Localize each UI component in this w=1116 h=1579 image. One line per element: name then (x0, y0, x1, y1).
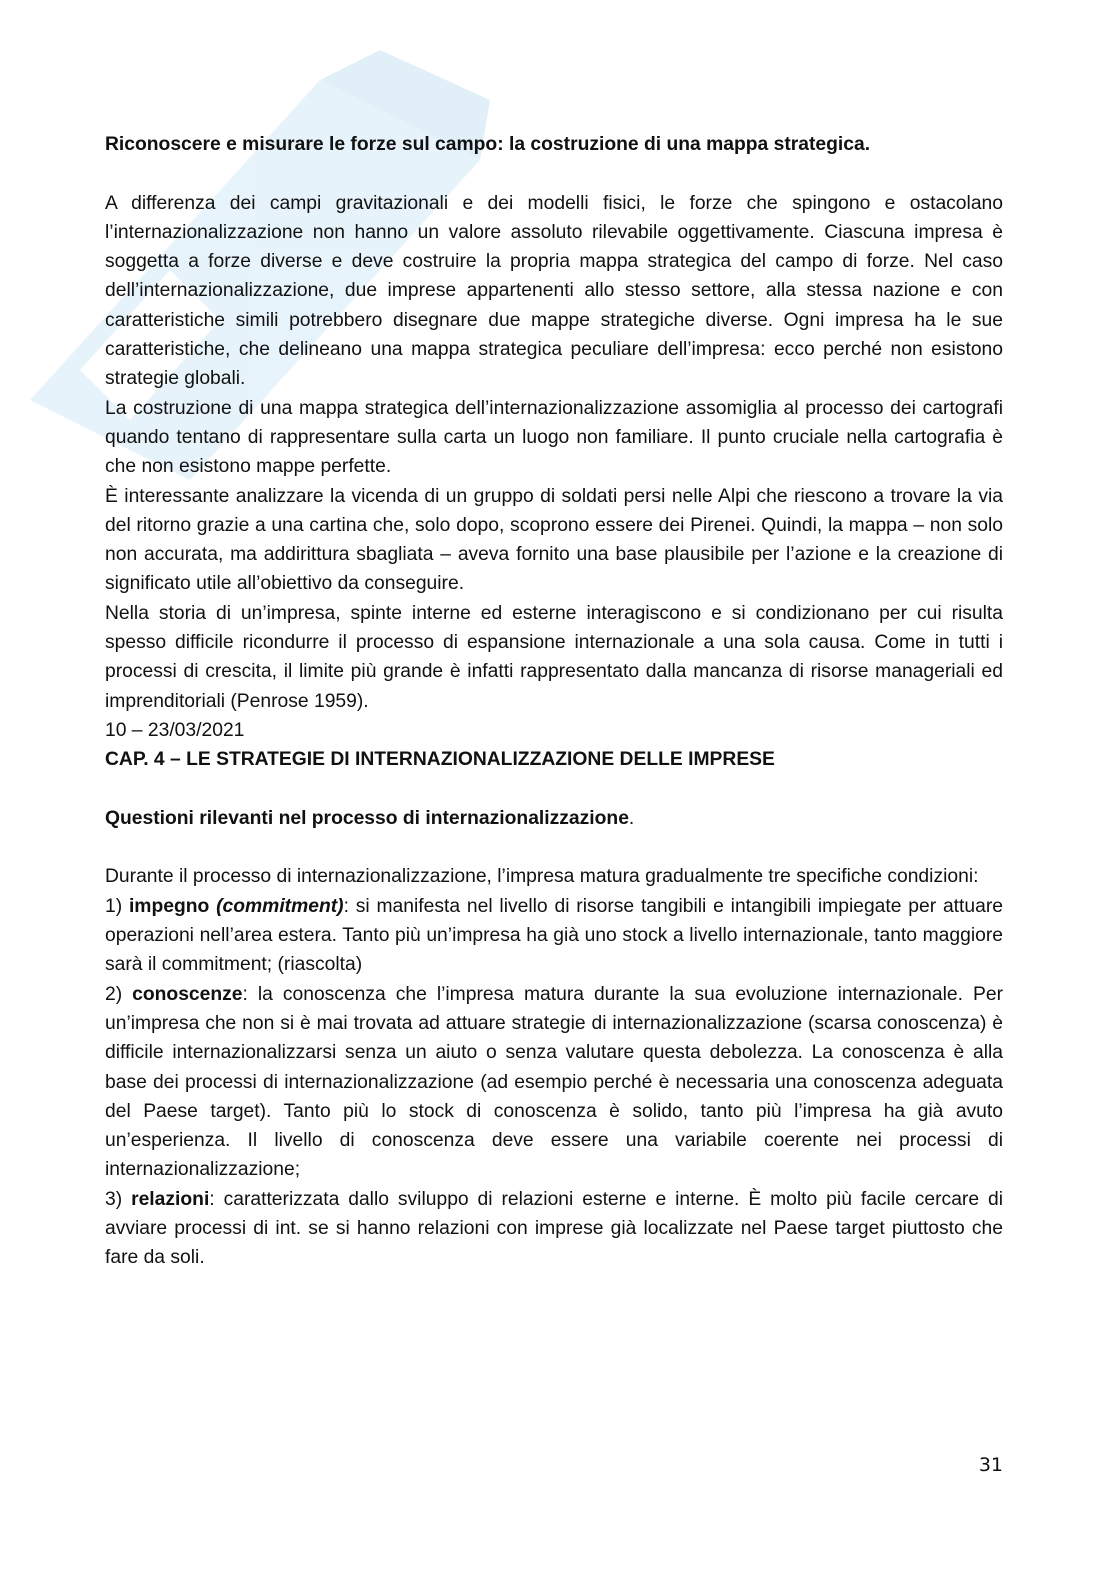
section-heading-punct: . (628, 807, 635, 829)
lecture-date: 10 – 23/03/2021 (105, 719, 245, 741)
list-term: relazioni (131, 1188, 210, 1210)
section-heading (105, 804, 1003, 833)
list-text: : la conoscenza che l’impresa matura durante la sua evoluzione internazionale. Per un’impresa che non si è mai trovata ad attuare strategie di internazionalizzazione (scarsa conoscenza) è difficile internazionalizzarsi senza un aiuto o senza valutare questa debolezza. La conoscenza è alla base dei processi di internazionalizzazione (ad esempio perché è necessaria una conoscenza adeguata del Paese target). Tanto più lo stock di conoscenza è solido, tanto più l’impresa ha già avuto un’esperienza. Il livello di conoscenza deve essere una variabile coerente nei processi di internazionalizzazione; (105, 983, 1003, 1181)
paragraph: Nella storia di un’impresa, spinte interne ed esterne interagiscono e si condizionano per cui risulta spesso difficile ricondurre il processo di espansione internazionale a una sola causa. Come in tutti i processi di crescita, il limite più grande è infatti rappresentato dalla mancanza di risorse manageriali ed imprenditoriali (Penrose 1959). (105, 602, 1003, 712)
list-term: conoscenze (132, 983, 243, 1005)
list-number: 3) (105, 1188, 132, 1210)
list-number: 1) (105, 895, 129, 917)
list-term-extra: (commitment) (209, 895, 344, 917)
list-item (105, 1185, 1003, 1273)
paragraph: A differenza dei campi gravitazionali e dei modelli fisici, le forze che spingono e ostacolano l’internazionalizzazione non hanno un valore assoluto rilevabile oggettivamente. Ciascuna impresa è soggetta a forze diverse e deve costruire la propria mappa strategica del campo di forze. Nel caso dell’internazionalizzazione, due imprese appartenenti allo stesso settore, alla stessa nazione e con caratteristiche simili potrebbero disegnare due mappe strategiche diverse. Ogni impresa ha le sue caratteristiche, che delineano una mappa strategica peculiare dell’impresa: ecco perché non esistono strategie globali. (105, 192, 1003, 390)
list-term: impegno (128, 895, 210, 917)
section-heading-text: Questioni rilevanti nel processo di internazionalizzazione (105, 807, 629, 829)
document-page (105, 130, 1003, 1273)
list-text: : caratterizzata dallo sviluppo di relazioni esterne e interne. È molto più facile cercare di avviare processi di int. se si hanno relazioni con imprese già localizzate nel Paese target piuttosto che fare da soli. (105, 1188, 1003, 1269)
paragraph: È interessante analizzare la vicenda di un gruppo di soldati persi nelle Alpi che riescono a trovare la via del ritorno grazie a una cartina che, solo dopo, scoprono essere dei Pirenei. Quindi, la mappa – non solo non accurata, ma addirittura sbagliata – aveva fornito una base plausibile per l’azione e la creazione di significato utile all’obiettivo da conseguire. (105, 485, 1003, 595)
chapter-title: CAP. 4 – LE STRATEGIE DI INTERNAZIONALIZZAZIONE DELLE IMPRESE (105, 749, 775, 771)
page-number: 31 (978, 1454, 1003, 1476)
list-text: : si manifesta nel livello di risorse tangibili e intangibili impiegate per attuare operazioni nell’area estera. Tanto più un’impresa ha già uno stock a livello internazionale, tanto maggiore sarà il commitment; (riascolta) (105, 895, 1003, 976)
paragraph: La costruzione di una mappa strategica dell’internazionalizzazione assomiglia al processo dei cartografi quando tentano di rappresentare sulla carta un luogo non familiare. Il punto cruciale nella cartografia è che non esistono mappe perfette. (105, 397, 1003, 478)
paragraph: Durante il processo di internazionalizzazione, l’impresa matura gradualmente tre specifiche condizioni: (105, 866, 979, 888)
list-item (105, 892, 1003, 980)
list-number: 2) (105, 983, 133, 1005)
list-item (105, 980, 1003, 1185)
section-heading: Riconoscere e misurare le forze sul campo: la costruzione di una mappa strategica. (105, 134, 871, 155)
